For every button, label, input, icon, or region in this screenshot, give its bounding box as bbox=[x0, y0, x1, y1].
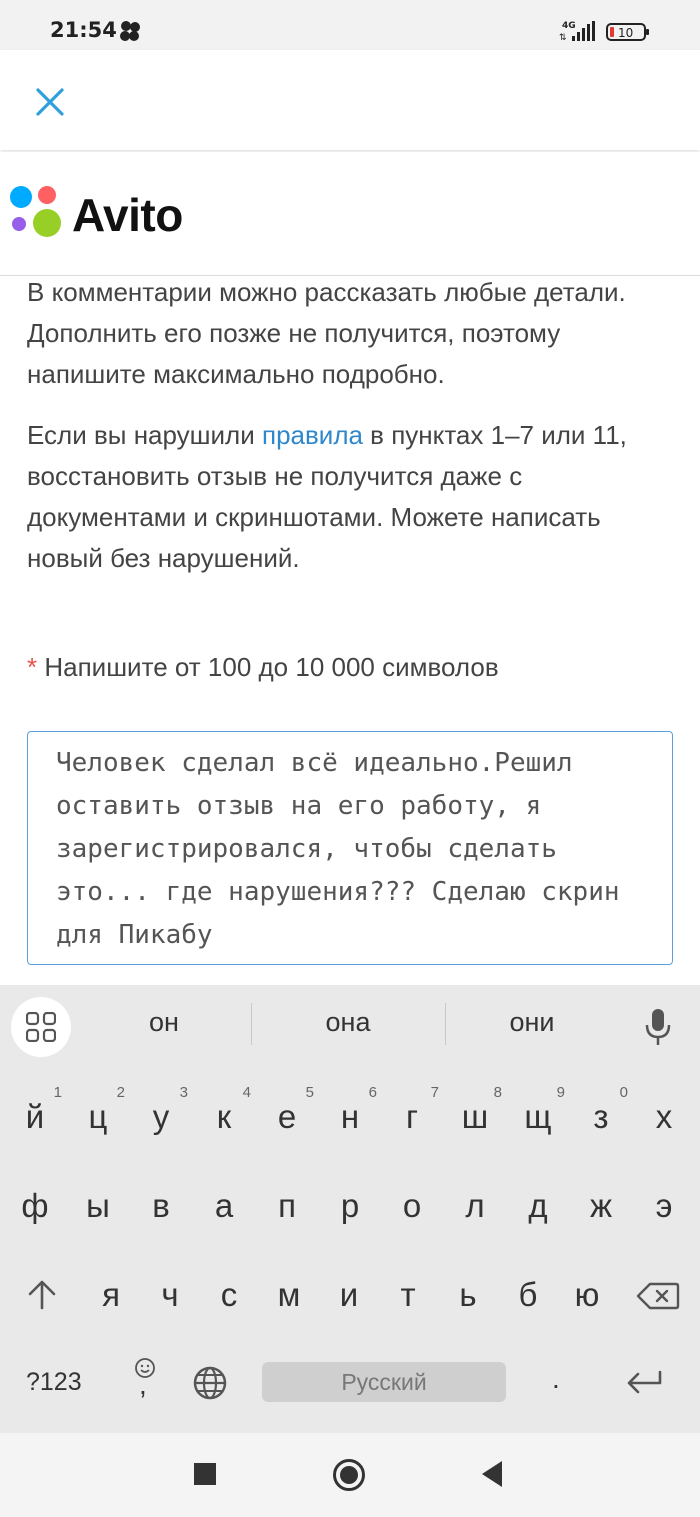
signal-icon bbox=[558, 20, 598, 42]
key[interactable]: щ 9 bbox=[524, 1084, 565, 1135]
key[interactable]: н 6 bbox=[340, 1084, 377, 1135]
microphone-icon[interactable] bbox=[642, 1007, 674, 1047]
key[interactable]: я bbox=[102, 1276, 120, 1313]
suggestion-2[interactable]: она bbox=[325, 1007, 371, 1037]
top-bar bbox=[0, 50, 700, 150]
rules-link[interactable]: правила bbox=[261, 420, 363, 450]
key[interactable]: с bbox=[220, 1276, 238, 1313]
key[interactable]: ш 8 bbox=[461, 1084, 502, 1135]
key[interactable]: р bbox=[340, 1187, 360, 1224]
comment-text: Человек сделал всё идеально.Решил оставить отзыв на его работу, я зарегистрировался, чтобы сделать это... где нарушения??? Сделаю скрин для Пикабу bbox=[56, 748, 636, 950]
key[interactable]: е 5 bbox=[277, 1084, 314, 1135]
key[interactable]: й 1 bbox=[25, 1084, 62, 1135]
recents-button[interactable] bbox=[194, 1463, 216, 1485]
key[interactable]: л bbox=[465, 1187, 485, 1224]
key[interactable]: д bbox=[528, 1187, 548, 1224]
space-key[interactable]: Русский bbox=[262, 1362, 506, 1402]
avito-logo-icon bbox=[8, 185, 64, 241]
key[interactable]: ы bbox=[86, 1187, 110, 1224]
key[interactable]: г 7 bbox=[405, 1084, 439, 1135]
key[interactable]: в bbox=[152, 1187, 170, 1224]
suggestion-divider bbox=[445, 1003, 446, 1045]
key[interactable]: з 0 bbox=[593, 1084, 628, 1135]
key[interactable]: ц 2 bbox=[88, 1084, 125, 1135]
suggestion-divider bbox=[251, 1003, 252, 1045]
key[interactable]: ф bbox=[21, 1187, 49, 1224]
key[interactable]: и bbox=[339, 1276, 359, 1313]
emoji-comma-key[interactable] bbox=[130, 1355, 160, 1401]
enter-icon[interactable] bbox=[624, 1369, 664, 1395]
info-content bbox=[27, 272, 677, 579]
key[interactable]: ч bbox=[161, 1276, 179, 1313]
info-paragraph-1: В комментарии можно рассказать любые детали. Дополнить его позже не получится, поэтому напишите максимально подробно. bbox=[27, 277, 626, 389]
info-paragraph-2 bbox=[27, 415, 677, 579]
key[interactable]: к 4 bbox=[216, 1084, 251, 1135]
key[interactable]: ю bbox=[574, 1276, 600, 1313]
key[interactable]: п bbox=[278, 1187, 296, 1224]
symbols-key[interactable]: ?123 bbox=[26, 1368, 82, 1396]
suggestion-1[interactable]: он bbox=[149, 1007, 179, 1037]
back-button[interactable] bbox=[482, 1461, 502, 1487]
key[interactable]: м bbox=[277, 1276, 301, 1313]
key[interactable]: а bbox=[214, 1187, 234, 1224]
status-bar bbox=[0, 0, 700, 50]
status-time: 21:54 bbox=[50, 18, 117, 42]
shift-icon[interactable] bbox=[26, 1279, 58, 1311]
system-nav-bar bbox=[0, 1433, 700, 1517]
required-field-label bbox=[27, 652, 499, 683]
globe-icon[interactable] bbox=[192, 1365, 228, 1401]
paragraph-2-text-start: Если вы нарушили bbox=[27, 420, 262, 450]
suggestion-3[interactable]: они bbox=[509, 1007, 555, 1037]
suggestion-bar bbox=[0, 985, 700, 1065]
required-star: * bbox=[27, 652, 38, 682]
key[interactable]: х bbox=[655, 1098, 673, 1135]
logo-header bbox=[0, 152, 700, 276]
key[interactable]: б bbox=[518, 1276, 538, 1313]
network-type-label: 4G bbox=[562, 21, 576, 31]
battery-icon bbox=[606, 22, 650, 42]
close-icon bbox=[35, 87, 65, 117]
comma-key: , bbox=[139, 1369, 147, 1400]
key[interactable]: о bbox=[402, 1187, 422, 1224]
backspace-icon[interactable] bbox=[636, 1281, 680, 1311]
period-key[interactable]: . bbox=[552, 1363, 560, 1394]
paragraph-2-text-end: в пунктах 1–7 или 11, восстановить отзыв не получится даже с документами и скриншотами. Можете написать новый без нарушений. bbox=[27, 420, 627, 573]
key[interactable]: ь bbox=[459, 1276, 477, 1313]
key[interactable]: э bbox=[655, 1187, 673, 1224]
keyboard-menu-button[interactable] bbox=[11, 997, 71, 1057]
notification-app-icon bbox=[118, 20, 142, 42]
home-button[interactable] bbox=[333, 1459, 365, 1491]
logo-wordmark: Avito bbox=[72, 189, 183, 241]
close-button[interactable] bbox=[30, 82, 70, 122]
required-field-text: Напишите от 100 до 10 000 символов bbox=[44, 652, 499, 682]
key[interactable]: т bbox=[400, 1276, 416, 1313]
svg-text:⇅: ⇅ bbox=[559, 33, 567, 42]
battery-level: 10 bbox=[618, 26, 634, 40]
key[interactable]: ж bbox=[589, 1187, 613, 1224]
key[interactable]: у 3 bbox=[152, 1084, 188, 1135]
grid-icon bbox=[26, 1012, 56, 1042]
soft-keyboard bbox=[0, 985, 700, 1433]
comment-textarea[interactable] bbox=[27, 731, 673, 965]
